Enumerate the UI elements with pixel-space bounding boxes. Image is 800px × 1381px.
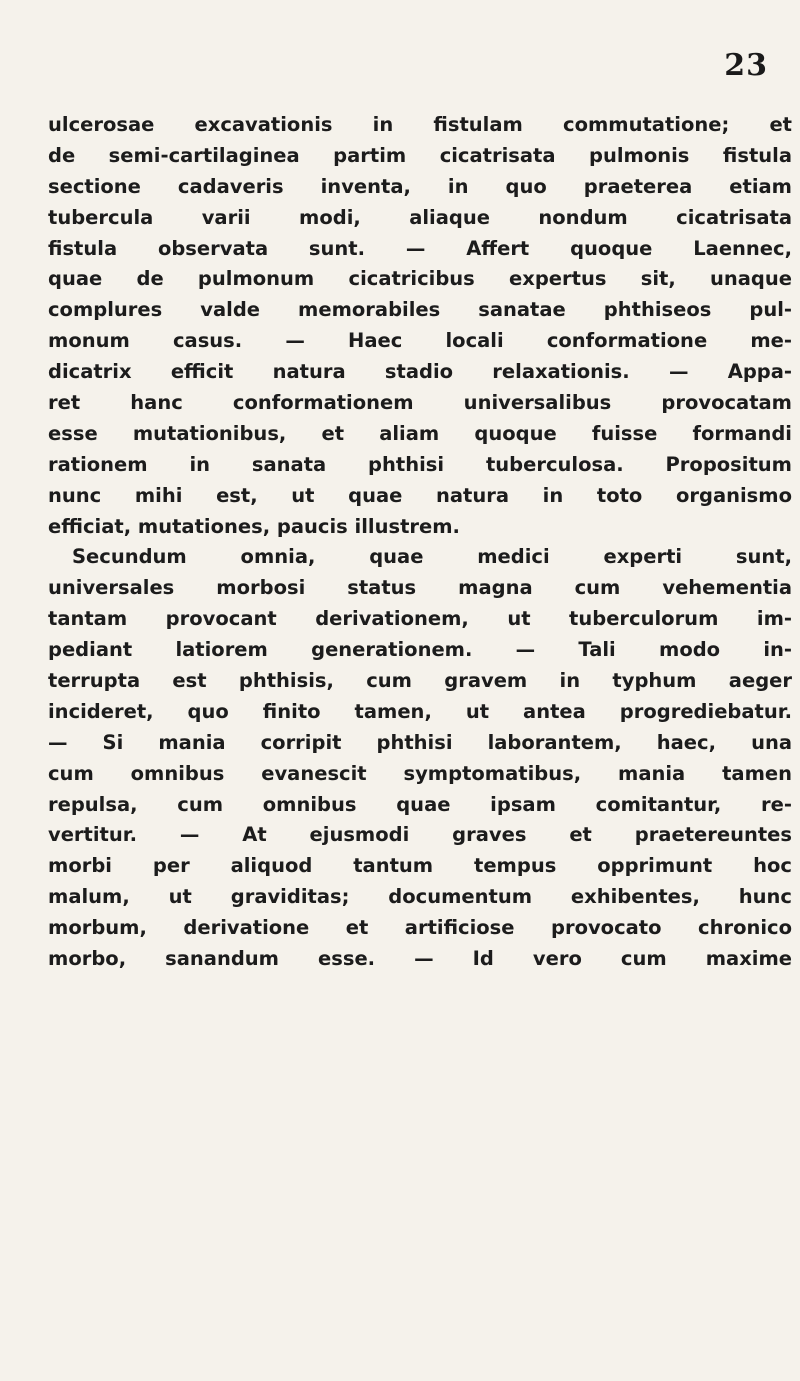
- text-line: — Si mania corripit phthisi laborantem, haec, una: [48, 730, 792, 754]
- text-line: morbo, sanandum esse. — Id vero cum maxime: [48, 947, 792, 971]
- text-line: universales morbosi status magna cum vehementia: [48, 576, 792, 600]
- text-line: efficiat, mutationes, paucis illustrem.: [48, 514, 460, 538]
- text-line: complures valde memorabiles sanatae phthiseos pul-: [48, 298, 792, 322]
- text-line: quae de pulmonum cicatricibus expertus sit, unaque: [48, 267, 792, 291]
- text-line: de semi-cartilaginea partim cicatrisata pulmonis fistula: [48, 143, 792, 167]
- body-text: [48, 110, 792, 975]
- text-line: rationem in sanata phthisi tuberculosa. Propositum: [48, 452, 792, 476]
- text-line: pediant latiorem generationem. — Tali modo in-: [48, 638, 792, 662]
- text-line: dicatrix efficit natura stadio relaxationis. — Appa-: [48, 360, 792, 384]
- text-line: terrupta est phthisis, cum gravem in typhum aeger: [48, 669, 792, 693]
- text-line: tubercula varii modi, aliaque nondum cicatrisata: [48, 205, 792, 229]
- text-line: vertitur. — At ejusmodi graves et praetereuntes: [48, 823, 792, 847]
- text-line: esse mutationibus, et aliam quoque fuisse formandi: [48, 421, 792, 445]
- text-line: nunc mihi est, ut quae natura in toto organismo: [48, 483, 792, 507]
- text-line: sectione cadaveris inventa, in quo praeterea etiam: [48, 174, 792, 198]
- paragraph-first-line: Secundum omnia, quae medici experti sunt,: [72, 545, 792, 569]
- page-number: 23: [724, 48, 768, 83]
- text-line: fistula observata sunt. — Affert quoque Laennec,: [48, 236, 792, 260]
- text-line: ulcerosae excavationis in fistulam commutatione; et: [48, 113, 792, 136]
- text-line: incideret, quo finito tamen, ut antea progrediebatur.: [48, 699, 792, 723]
- text-line: tantam provocant derivationem, ut tuberculorum im-: [48, 607, 792, 631]
- text-line: cum omnibus evanescit symptomatibus, mania tamen: [48, 761, 792, 785]
- text-line: repulsa, cum omnibus quae ipsam comitantur, re-: [48, 792, 792, 816]
- text-line: morbum, derivatione et artificiose provocato chronico: [48, 916, 792, 940]
- text-line: morbi per aliquod tantum tempus opprimunt hoc: [48, 854, 792, 878]
- text-line: malum, ut graviditas; documentum exhibentes, hunc: [48, 885, 792, 909]
- text-line: monum casus. — Haec locali conformatione me-: [48, 329, 792, 353]
- text-line: ret hanc conformationem universalibus provocatam: [48, 391, 792, 415]
